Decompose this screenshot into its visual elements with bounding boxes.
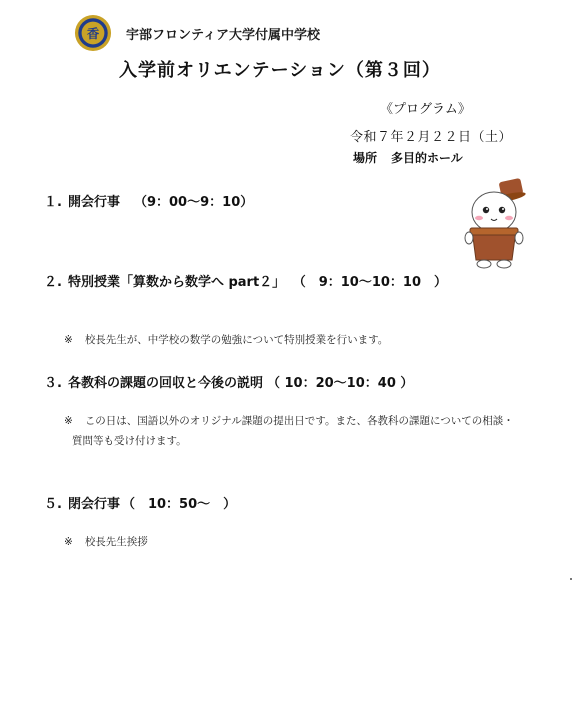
item-number: ３. [44,376,62,391]
note-text: 校長先生挨拶 [84,536,148,548]
item-number: １. [44,195,62,210]
program-item-special-class [44,271,447,290]
item-time: （ 10：20〜10：40 ） [266,376,414,391]
item-note [64,413,514,428]
event-date: 令和７年２月２２日（土） [350,130,513,145]
item-label: 各教科の課題の回収と今後の説明 [67,376,263,391]
item-time: （ 10：50〜 ） [121,497,237,512]
document-title: 入学前オリエンテーション（第３回） [119,60,441,81]
program-item-assignments [44,372,413,391]
place-value: 多目的ホール [391,151,463,165]
note-text: この日は、国語以外のオリジナル課題の提出日です。また、各教科の課題についての相談・ [84,415,514,427]
note-mark: ※ [64,536,73,548]
place-label: 場所 [353,151,378,165]
note-text: 校長先生が、中学校の数学の勉強について特別授業を行います。 [84,334,389,346]
item-label: 閉会行事 [67,497,120,512]
item-time: （ 9：10〜10：10 ） [299,275,448,290]
item-label: 開会行事 [67,195,120,210]
program-item-closing [44,493,236,512]
note-mark: ※ [64,415,73,427]
school-mascot-illustration [462,168,532,272]
item-note [64,534,148,549]
item-note-continued: 質問等も受け付けます。 [72,435,187,447]
note-mark: ※ [64,334,73,346]
emblem-char: 香 [86,26,100,41]
school-name: 宇部フロンティア大学付属中学校 [126,28,320,43]
event-place [353,149,463,166]
item-time: （9：00〜9：10） [133,195,254,210]
scan-speck [570,578,572,580]
program-subtitle: 《プログラム》 [380,102,471,117]
item-label: 特別授業「算数から数学へ part２」 [67,275,286,290]
program-item-opening [44,191,253,210]
item-note [64,332,388,347]
item-number: ５. [44,497,62,512]
school-emblem-logo [74,14,112,52]
item-number: ２. [44,275,62,290]
